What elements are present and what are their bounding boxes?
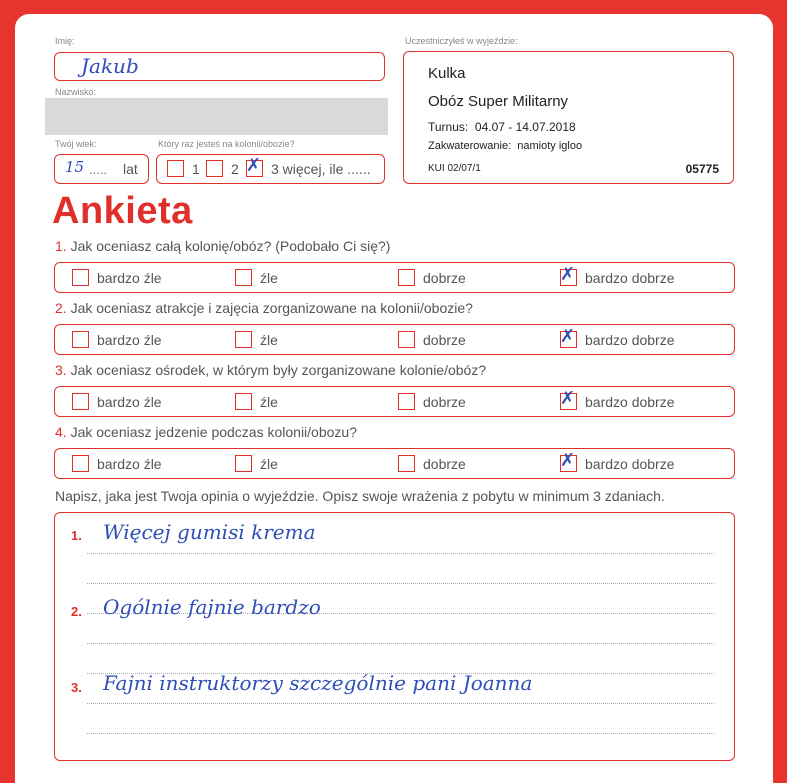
question-label: Jak oceniasz jedzenie podczas kolonii/obozu? [70, 424, 357, 440]
answer-option-label: bardzo dobrze [585, 331, 675, 348]
answer-option-label: bardzo dobrze [585, 269, 675, 286]
answer-option-label: źle [260, 393, 278, 410]
answer-row [54, 262, 735, 293]
ruled-line [87, 733, 714, 734]
age-label: Twój wiek: [55, 139, 97, 149]
trip-code: KUI 02/07/1 [428, 163, 481, 174]
answer-row [54, 324, 735, 355]
opinion-line-text: Fajni instruktorzy szczególnie pani Joanna [103, 671, 533, 695]
checkbox-checked[interactable] [560, 326, 577, 348]
age-unit: lat [123, 161, 138, 177]
age-value: 15 [65, 158, 85, 176]
checkbox[interactable] [72, 269, 89, 286]
times-option-label: 2 [231, 160, 239, 177]
answer-option-label: bardzo źle [97, 455, 162, 472]
answer-option[interactable] [235, 331, 278, 348]
answer-option[interactable] [560, 326, 675, 348]
question-label: Jak oceniasz całą kolonię/obóz? (Podobało Ci się?) [70, 238, 391, 254]
accommodation-value: namioty igloo [517, 140, 583, 152]
question-number: 2. [55, 300, 67, 316]
surname-label: Nazwisko: [55, 87, 97, 97]
question-text [55, 238, 390, 254]
answer-option[interactable] [72, 331, 162, 348]
opinion-prompt: Napisz, jaka jest Twoja opinia o wyjeździe. Opisz swoje wrażenia z pobytu w minimum 3 zdaniach. [55, 488, 665, 504]
answer-option[interactable] [560, 264, 675, 286]
survey-title: Ankieta [52, 190, 193, 232]
checkbox[interactable] [398, 331, 415, 348]
answer-option-label: bardzo źle [97, 393, 162, 410]
answer-option-label: źle [260, 331, 278, 348]
accommodation-label: Zakwaterowanie: [428, 140, 512, 152]
answer-option-label: dobrze [423, 269, 466, 286]
answer-row [54, 448, 735, 479]
ruled-line [87, 703, 714, 704]
trip-info-box [403, 51, 734, 184]
checkbox[interactable] [206, 160, 223, 177]
answer-option[interactable] [72, 455, 162, 472]
name-field[interactable] [54, 52, 385, 81]
ruled-line [87, 553, 714, 554]
checkbox[interactable] [235, 331, 252, 348]
times-option-3[interactable] [246, 155, 371, 177]
times-field [156, 154, 385, 184]
trip-number: 05775 [685, 162, 719, 176]
trip-camp-name: Obóz Super Militarny [428, 93, 569, 110]
name-value: Jakub [81, 54, 139, 78]
times-option-label: 3 więcej, ile ...... [271, 160, 371, 177]
question-text [55, 362, 486, 378]
question-text [55, 424, 357, 440]
checkbox[interactable] [72, 455, 89, 472]
ruled-line [87, 643, 714, 644]
checkbox-checked[interactable] [560, 264, 577, 286]
checkbox[interactable] [235, 269, 252, 286]
trip-company: Kulka [428, 65, 466, 82]
answer-row [54, 386, 735, 417]
checkbox[interactable] [398, 455, 415, 472]
checkbox[interactable] [398, 269, 415, 286]
opinion-box[interactable] [54, 512, 735, 761]
opinion-line-number: 1. [71, 528, 82, 543]
answer-option[interactable] [235, 393, 278, 410]
checkbox[interactable] [235, 455, 252, 472]
opinion-line-text: Ogólnie fajnie bardzo [103, 595, 321, 619]
checkbox-checked[interactable] [246, 155, 263, 177]
participant-label: Uczestniczyłeś w wyjeździe: [405, 36, 518, 46]
name-label: Imię: [55, 36, 75, 46]
check-mark-icon: ✗ [560, 450, 576, 471]
question-label: Jak oceniasz ośrodek, w którym były zorganizowane kolonie/obóz? [70, 362, 487, 378]
answer-option-label: źle [260, 455, 278, 472]
answer-option[interactable] [72, 393, 162, 410]
question-label: Jak oceniasz atrakcje i zajęcia zorganizowane na kolonii/obozie? [70, 300, 473, 316]
check-mark-icon: ✗ [246, 155, 262, 176]
answer-option-label: dobrze [423, 331, 466, 348]
answer-option-label: źle [260, 269, 278, 286]
age-field[interactable] [54, 154, 149, 184]
question-text [55, 300, 473, 316]
answer-option[interactable] [560, 450, 675, 472]
check-mark-icon: ✗ [560, 388, 576, 409]
times-option-label: 1 [192, 160, 200, 177]
checkbox[interactable] [72, 393, 89, 410]
answer-option[interactable] [398, 393, 466, 410]
answer-option[interactable] [72, 269, 162, 286]
answer-option-label: bardzo źle [97, 269, 162, 286]
answer-option-label: bardzo dobrze [585, 393, 675, 410]
question-number: 4. [55, 424, 67, 440]
surname-redacted [45, 98, 388, 135]
opinion-line-number: 3. [71, 680, 82, 695]
check-mark-icon: ✗ [560, 264, 576, 285]
times-option-2[interactable] [206, 160, 239, 177]
answer-option[interactable] [235, 269, 278, 286]
checkbox[interactable] [235, 393, 252, 410]
age-dots: ..... [89, 162, 108, 177]
trip-turnus [428, 120, 576, 134]
checkbox-checked[interactable] [560, 450, 577, 472]
trip-accommodation [428, 140, 582, 152]
turnus-label: Turnus: [428, 120, 469, 134]
answer-option-label: dobrze [423, 455, 466, 472]
answer-option[interactable] [235, 455, 278, 472]
answer-option[interactable] [398, 331, 466, 348]
answer-option[interactable] [398, 455, 466, 472]
answer-option-label: bardzo dobrze [585, 455, 675, 472]
answer-option[interactable] [398, 269, 466, 286]
answer-option[interactable] [560, 388, 675, 410]
turnus-value: 04.07 - 14.07.2018 [474, 120, 576, 134]
check-mark-icon: ✗ [560, 326, 576, 347]
times-label: Który raz jesteś na kolonii/obozie? [158, 139, 295, 149]
ruled-line [87, 583, 714, 584]
question-number: 1. [55, 238, 67, 254]
checkbox-checked[interactable] [560, 388, 577, 410]
times-option-1[interactable] [167, 160, 200, 177]
answer-option-label: dobrze [423, 393, 466, 410]
checkbox[interactable] [398, 393, 415, 410]
opinion-line-number: 2. [71, 604, 82, 619]
opinion-line-text: Więcej gumisi krema [103, 520, 316, 544]
question-number: 3. [55, 362, 67, 378]
checkbox[interactable] [72, 331, 89, 348]
answer-option-label: bardzo źle [97, 331, 162, 348]
checkbox[interactable] [167, 160, 184, 177]
